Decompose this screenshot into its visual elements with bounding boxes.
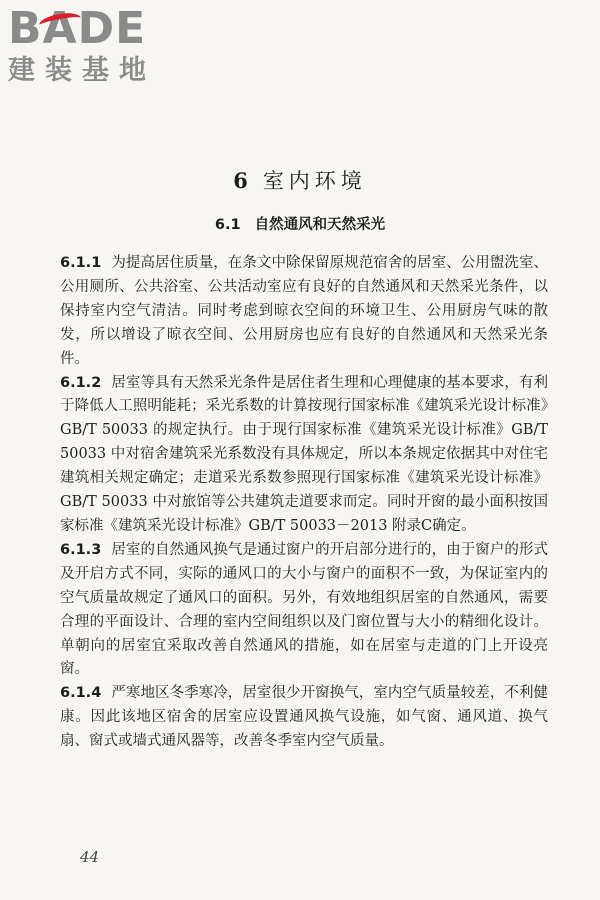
body-text: [60, 252, 548, 754]
bade-logo: [8, 3, 178, 88]
logo-wordmark: [8, 3, 178, 54]
clause-paragraph: [60, 682, 548, 754]
clause-paragraph: [60, 252, 548, 372]
logo-letter-a-text: A: [42, 3, 78, 54]
clause-number: 6.1.2: [60, 374, 102, 391]
clause-number: 6.1.1: [60, 255, 102, 271]
page-number: 44: [80, 848, 100, 866]
chapter-heading: [0, 168, 600, 194]
clause-number: 6.1.3: [60, 541, 102, 558]
logo-chinese: 建装基地: [8, 55, 156, 86]
clause-text: 严寒地区冬季寒冷，居室很少开窗换气，室内空气质量较差，不利健康。因此该地区宿舍的居室应设置通风换气设施，如气窗、通风道、换气扇、窗式或墙式通风器等，改善冬季室内空气质量。: [60, 685, 548, 750]
clause-number: 6.1.4: [60, 685, 102, 702]
clause-paragraph: [60, 539, 548, 682]
chapter-number: 6: [233, 168, 253, 193]
logo-letter-b: B: [8, 3, 43, 54]
section-heading: [0, 215, 600, 235]
clause-text: 居室的自然通风换气是通过窗户的开启部分进行的，由于窗户的形式及开启方式不同，实际的通风口的大小与窗户的面积不一致，为保证室内的空气质量故规定了通风口的面积。另外，有效地组织居室的自然通风，需要合理的平面设计、合理的室内空间组织以及门窗位置与大小的精细化设计。单朝向的居室宜采取改善自然通风的措施，如在居室与走道的门上开设亮窗。: [60, 541, 548, 678]
logo-letter-a: [42, 3, 78, 54]
logo-letters-de: DE: [77, 3, 147, 54]
chapter-title: 室内环境: [262, 169, 367, 193]
section-number: 6.1: [214, 217, 241, 233]
clause-text: 居室等具有天然采光条件是居住者生理和心理健康的基本要求，有利于降低人工照明能耗；采光系数的计算按现行国家标准《建筑采光设计标准》GB/T 50033 的规定执行。由于现行国家标准《建筑采光设计标准》GB/T 50033 中对宿舍建筑采光系数没有具体规定，所以本条规定依据其中对住宅建筑相关规定确定；走道采光系数参照现行国家标准《建筑采光设计标准》GB/T 50033 中对旅馆等公共建筑走道要求而定。同时开窗的最小面积按国家标准《建筑采光设计标准》GB/T 50033－2013 附录C确定。: [60, 374, 548, 534]
clause-text: 为提高居住质量，在条文中除保留原规范宿舍的居室、公用盥洗室、公用厕所、公共浴室、公共活动室应有良好的自然通风和天然采光条件，以保持室内空气清洁。同时考虑到晾衣空间的环境卫生、公用厨房气味的散发，所以增设了晾衣空间、公用厨房也应有良好的自然通风和天然采光条件。: [60, 255, 548, 367]
clause-paragraph: [60, 372, 548, 539]
section-title: 自然通风和天然采光: [254, 217, 386, 233]
